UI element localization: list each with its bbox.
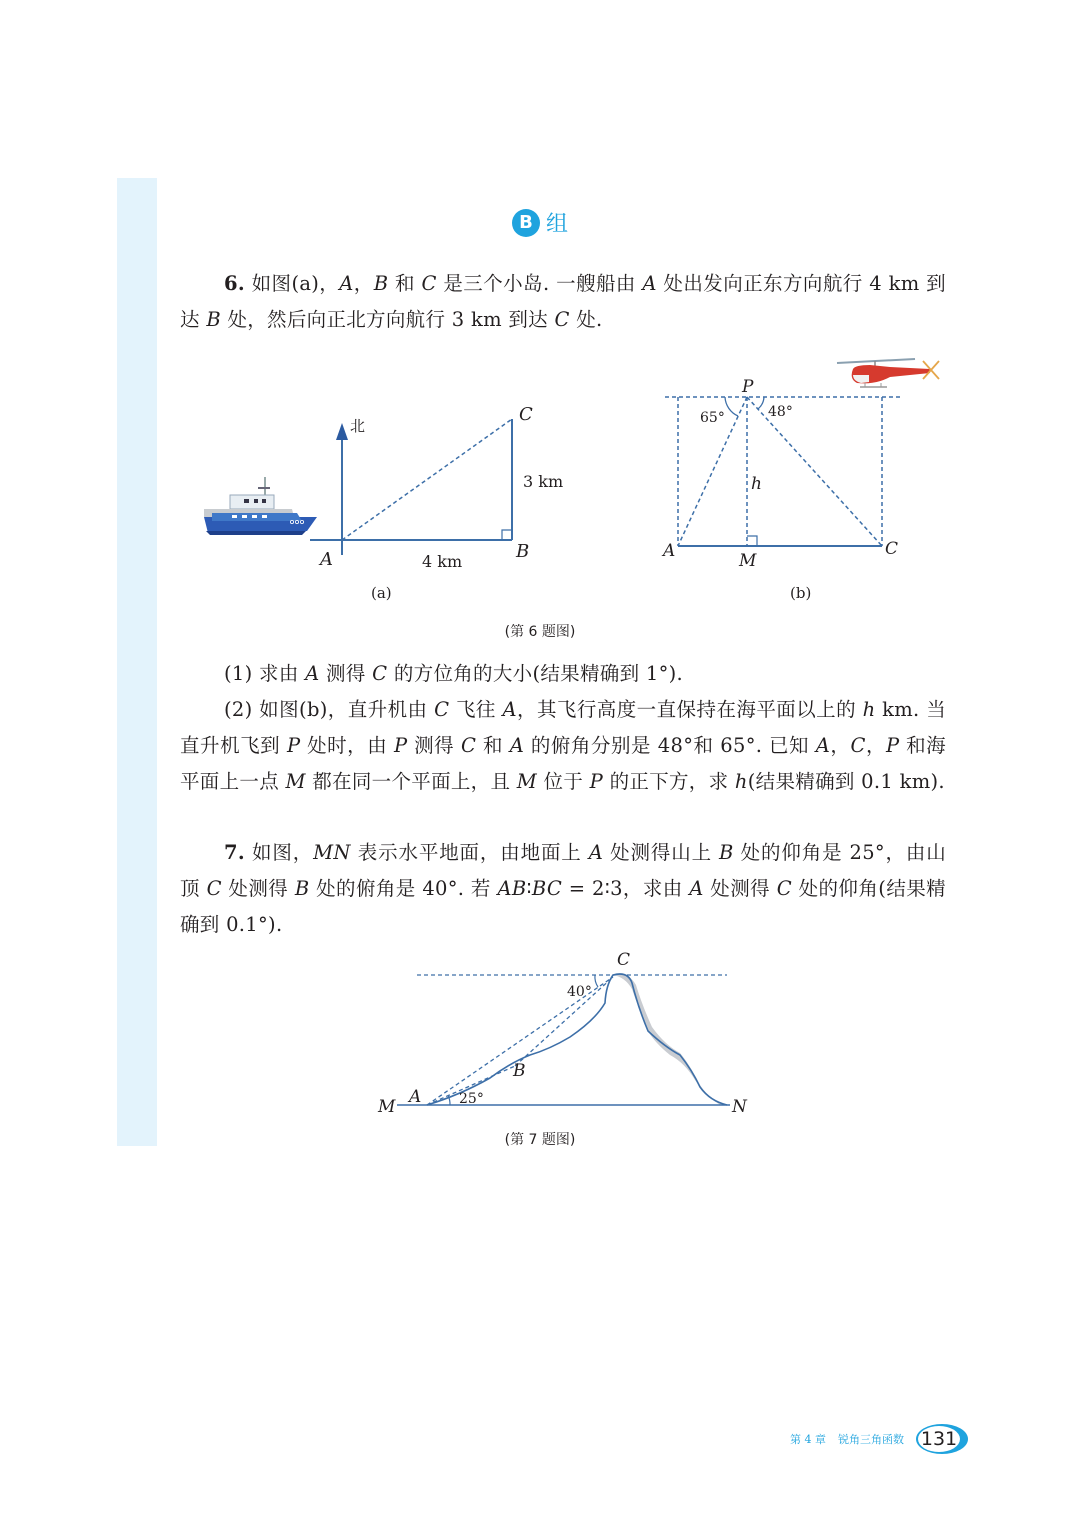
var: h bbox=[862, 698, 876, 721]
text-run: (1) 求由 bbox=[224, 662, 306, 685]
length-AB: 4 km bbox=[422, 552, 463, 571]
var: A bbox=[815, 734, 831, 757]
text-run: 位于 bbox=[537, 770, 590, 793]
text-run: 处的俯角是 40°. 若 bbox=[309, 877, 498, 900]
label-N: N bbox=[732, 1097, 747, 1117]
figure-b bbox=[650, 350, 970, 610]
text-run: 处时，由 bbox=[300, 734, 394, 757]
var: C bbox=[434, 698, 450, 721]
var: A bbox=[509, 734, 525, 757]
question-6-1 bbox=[180, 656, 946, 692]
chapter-number: 第 4 章 bbox=[790, 1433, 826, 1446]
var: P bbox=[885, 734, 900, 757]
text-run: 的正下方，求 bbox=[603, 770, 735, 793]
var: C bbox=[206, 877, 222, 900]
text-run: 处测得 bbox=[221, 877, 295, 900]
var: A bbox=[339, 272, 354, 295]
group-label: 组 bbox=[545, 212, 568, 237]
text-run: 处测得山上 bbox=[603, 841, 719, 864]
text-run: km. 当直升机飞到 bbox=[180, 698, 946, 757]
text-run: 和海平面上一点 bbox=[180, 734, 946, 793]
text-run: 是三个小岛. 一艘船由 bbox=[436, 272, 643, 295]
text-run: 的俯角分别是 48°和 65°. 已知 bbox=[524, 734, 816, 757]
label-C: C bbox=[519, 404, 533, 425]
text-run: ，其飞行高度一直保持在海平面以上的 bbox=[516, 698, 863, 721]
var: C bbox=[776, 877, 792, 900]
text-run: 处. bbox=[569, 308, 603, 331]
label-A: A bbox=[320, 549, 333, 570]
page-number-badge bbox=[916, 1424, 968, 1454]
mountain-shadow bbox=[613, 974, 725, 1105]
problem-6-text bbox=[180, 266, 946, 338]
var: B bbox=[294, 877, 310, 900]
label-A: A bbox=[409, 1087, 422, 1107]
var: C bbox=[421, 272, 437, 295]
text-run: 处，然后向正北方向航行 3 km 到达 bbox=[220, 308, 555, 331]
var: A bbox=[502, 698, 517, 721]
text-run: 表示水平地面，由地面上 bbox=[350, 841, 589, 864]
text-run: (结果精确到 0.1 km). bbox=[747, 770, 945, 793]
label-M: M bbox=[739, 551, 757, 571]
label-C: C bbox=[885, 539, 899, 559]
page-number: 131 bbox=[920, 1428, 958, 1450]
segment-AC bbox=[342, 419, 512, 540]
helicopter-icon bbox=[837, 359, 939, 387]
segment-BC bbox=[515, 977, 613, 1066]
var: P bbox=[589, 770, 604, 793]
var: M bbox=[285, 770, 306, 793]
var: B bbox=[718, 841, 734, 864]
text-run: 测得 bbox=[407, 734, 461, 757]
text-run: (2) 如图(b)，直升机由 bbox=[224, 698, 435, 721]
angle-arc-65 bbox=[725, 397, 738, 416]
north-arrow-icon bbox=[336, 423, 348, 440]
text-run: 的方位角的大小(结果精确到 1°). bbox=[387, 662, 684, 685]
label-h: h bbox=[751, 474, 762, 494]
angle-48: 48° bbox=[768, 404, 793, 420]
problem-7-text bbox=[180, 835, 946, 943]
text-run: ， bbox=[865, 734, 886, 757]
figure-7 bbox=[370, 945, 770, 1115]
var: BC bbox=[531, 877, 563, 900]
length-BC: 3 km bbox=[523, 472, 564, 491]
var: M bbox=[516, 770, 538, 793]
text-run: 都在同一个平面上，且 bbox=[305, 770, 517, 793]
right-angle-mark bbox=[747, 536, 757, 546]
chapter-title: 锐角三角函数 bbox=[838, 1433, 904, 1446]
ship-icon bbox=[204, 477, 317, 535]
var: C bbox=[460, 734, 477, 757]
question-6-2 bbox=[180, 692, 946, 800]
var: AB bbox=[497, 877, 527, 900]
label-B: B bbox=[516, 541, 530, 562]
figure-6-caption: (第 6 题图) bbox=[504, 624, 576, 640]
margin-strip bbox=[117, 178, 157, 1146]
angle-25: 25° bbox=[459, 1091, 484, 1107]
label-A: A bbox=[663, 541, 676, 561]
right-angle-mark bbox=[502, 530, 512, 540]
text-run: ， bbox=[830, 734, 851, 757]
label-M: M bbox=[378, 1097, 396, 1117]
var: A bbox=[305, 662, 320, 685]
text-run: 处的仰角是 25°，由山顶 bbox=[180, 841, 947, 900]
label-B: B bbox=[513, 1061, 526, 1081]
label-P: P bbox=[742, 377, 754, 397]
text-run: 测得 bbox=[319, 662, 373, 685]
figure-a bbox=[190, 395, 590, 615]
figure-a-caption: (a) bbox=[371, 584, 392, 602]
var: h bbox=[734, 770, 748, 793]
var: B bbox=[373, 272, 389, 295]
var: A bbox=[689, 877, 704, 900]
var: P bbox=[286, 734, 301, 757]
var: C bbox=[554, 308, 570, 331]
figure-7-caption: (第 7 题图) bbox=[504, 1132, 576, 1148]
text-run: 如图(a)， bbox=[251, 272, 340, 295]
var: C bbox=[372, 662, 388, 685]
var: A bbox=[642, 272, 657, 295]
label-C: C bbox=[617, 950, 631, 970]
north-label: 北 bbox=[350, 417, 366, 435]
text-run: 如图， bbox=[252, 841, 314, 864]
problem-6-number: 6. bbox=[224, 272, 245, 295]
angle-arc-48 bbox=[758, 397, 764, 409]
angle-65: 65° bbox=[700, 410, 725, 426]
text-run: 处测得 bbox=[703, 877, 777, 900]
var: B bbox=[206, 308, 221, 331]
text-run: ， bbox=[353, 272, 374, 295]
text-run: = 2∶3，求由 bbox=[562, 877, 690, 900]
angle-arc-40 bbox=[595, 975, 598, 987]
problem-7-number: 7. bbox=[224, 841, 245, 864]
angle-40: 40° bbox=[567, 984, 592, 1000]
text-run: 飞往 bbox=[449, 698, 503, 721]
figure-b-caption: (b) bbox=[790, 584, 812, 602]
text-run: 和 bbox=[388, 272, 422, 295]
text-run: ∶ bbox=[526, 877, 532, 900]
text-run: 和 bbox=[476, 734, 510, 757]
var: A bbox=[588, 841, 604, 864]
var: P bbox=[393, 734, 408, 757]
page-footer bbox=[790, 1422, 968, 1456]
text-run: 处的仰角(结果精确到 0.1°). bbox=[180, 877, 946, 936]
text-run: 处出发向正东方向航行 4 km 到达 bbox=[180, 272, 946, 331]
var: MN bbox=[313, 841, 351, 864]
group-badge: B bbox=[512, 209, 540, 237]
var: C bbox=[850, 734, 866, 757]
section-heading bbox=[0, 207, 1080, 238]
